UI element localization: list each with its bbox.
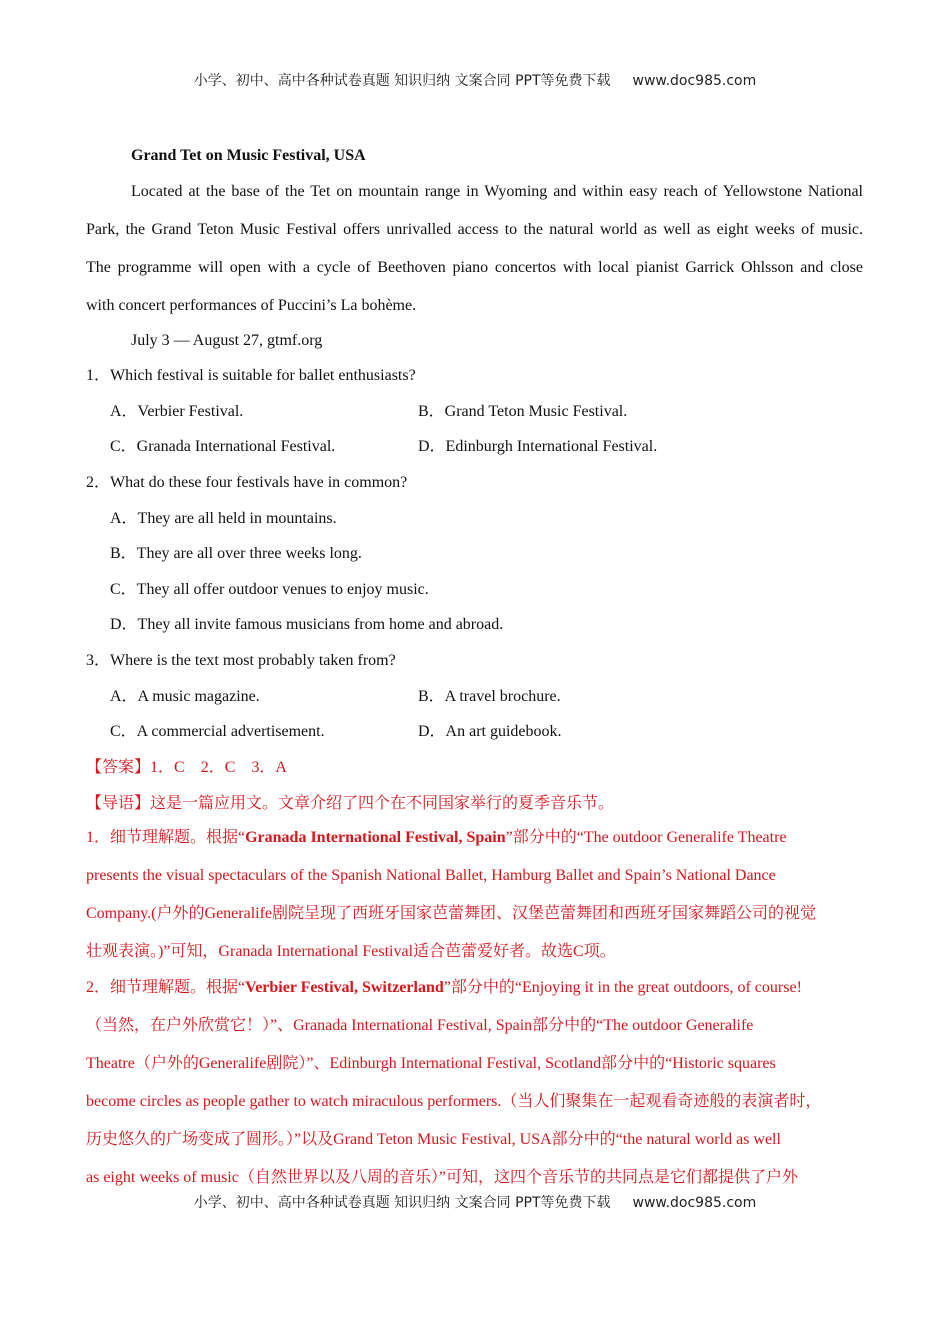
analysis-q2-line-3: Theatre（户外的Generalife剧院）”、Edinburgh International Festival, Scotland部分中的“Historic squares bbox=[86, 1055, 776, 1072]
answer-item-1: 1．C bbox=[150, 759, 185, 776]
question-1-option-b: B．Grand Teton Music Festival. bbox=[418, 403, 628, 420]
analysis-q1-line-1 bbox=[86, 828, 876, 848]
answer-label: 【答案】 bbox=[86, 759, 151, 776]
question-3-option-a: A．A music magazine. bbox=[110, 688, 260, 705]
guide-text: 这是一篇应用文。文章介绍了四个在不同国家举行的夏季音乐节。 bbox=[150, 795, 615, 812]
analysis-q2-section: Verbier Festival, Switzerland bbox=[245, 979, 444, 996]
question-1-option-a: A．Verbier Festival. bbox=[110, 403, 244, 420]
analysis-q1-suffix: ”部分中的“The outdoor Generalife Theatre bbox=[505, 829, 787, 846]
analysis-q2-line-2: （当然，在户外欣赏它！）”、Granada International Festival, Spain部分中的“The outdoor Generalife bbox=[86, 1017, 754, 1034]
analysis-q2-line-6: as eight weeks of music（自然世界以及八周的音乐）”可知，这四个音乐节的共同点是它们都提供了户外 bbox=[86, 1169, 798, 1186]
question-2-stem: 2．What do these four festivals have in common? bbox=[86, 474, 408, 491]
question-1-stem: 1．Which festival is suitable for ballet enthusiasts? bbox=[86, 367, 416, 384]
answer-line bbox=[86, 758, 876, 778]
question-2-option-b: B．They are all over three weeks long. bbox=[110, 545, 362, 562]
analysis-q1-line-3: Company.(户外的Generalife剧院呈现了西班牙国家芭蕾舞团、汉堡芭蕾舞团和西班牙国家舞蹈公司的视觉 bbox=[86, 905, 817, 922]
page-footer bbox=[0, 1192, 950, 1212]
analysis-q1-line-4: 壮观表演。)”可知，Granada International Festival适合芭蕾爱好者。故选C项。 bbox=[86, 943, 616, 960]
question-2-option-a: A．They are all held in mountains. bbox=[110, 510, 337, 527]
passage-line-4: with concert performances of Puccini’s La bohème. bbox=[86, 297, 417, 314]
analysis-q2-line-5: 历史悠久的广场变成了圆形。）”以及Grand Teton Music Festival, USA部分中的“the natural world as well bbox=[86, 1131, 781, 1148]
analysis-q1-section: Granada International Festival, Spain bbox=[245, 829, 506, 846]
question-2-option-c: C．They all offer outdoor venues to enjoy music. bbox=[110, 581, 429, 598]
analysis-q2-prefix: 2．细节理解题。根据“ bbox=[86, 979, 246, 996]
footer-site-link[interactable]: www.doc985.com bbox=[632, 1195, 757, 1211]
header-site-link[interactable]: www.doc985.com bbox=[632, 73, 757, 89]
question-1-option-c: C．Granada International Festival. bbox=[110, 438, 336, 455]
guide-label: 【导语】 bbox=[86, 795, 151, 812]
analysis-q2-suffix: ”部分中的“Enjoying it in the great outdoors, of course! bbox=[443, 979, 802, 996]
analysis-q2-line-4: become circles as people gather to watch miraculous performers.（当人们聚集在一起观看奇迹般的表演者时， bbox=[86, 1093, 822, 1110]
question-2-option-d: D．They all invite famous musicians from home and abroad. bbox=[110, 616, 504, 633]
passage-line-3: The programme will open with a cycle of Beethoven piano concertos with local pianist Garrick Ohlsson and close bbox=[86, 259, 863, 276]
footer-text: 小学、初中、高中各种试卷真题 知识归纳 文案合同 PPT等免费下载 bbox=[193, 1195, 611, 1211]
analysis-q1-line-2: presents the visual spectaculars of the Spanish National Ballet, Hamburg Ballet and Spain’s National Dance bbox=[86, 867, 776, 884]
analysis-q1-prefix: 1．细节理解题。根据“ bbox=[86, 829, 246, 846]
page-header bbox=[0, 70, 950, 90]
question-3-stem: 3．Where is the text most probably taken from? bbox=[86, 652, 396, 669]
question-3-option-b: B．A travel brochure. bbox=[418, 688, 561, 705]
header-text: 小学、初中、高中各种试卷真题 知识归纳 文案合同 PPT等免费下载 bbox=[193, 73, 611, 89]
passage-dates: July 3 — August 27, gtmf.org bbox=[131, 332, 323, 349]
question-1-option-d: D．Edinburgh International Festival. bbox=[418, 438, 658, 455]
question-3-option-c: C．A commercial advertisement. bbox=[110, 723, 325, 740]
question-3-option-d: D．An art guidebook. bbox=[418, 723, 562, 740]
answer-item-2: 2．C bbox=[200, 759, 236, 776]
analysis-q2-line-1 bbox=[86, 978, 876, 998]
passage-title: Grand Tet on Music Festival, USA bbox=[131, 147, 366, 164]
passage-line-1: Located at the base of the Tet on mountain range in Wyoming and within easy reach of Yellowstone National bbox=[131, 183, 863, 200]
guide-line bbox=[86, 794, 876, 814]
passage-line-2: Park, the Grand Teton Music Festival offers unrivalled access to the natural world as well as eight weeks of music. bbox=[86, 221, 863, 238]
answer-item-3: 3．A bbox=[251, 759, 287, 776]
